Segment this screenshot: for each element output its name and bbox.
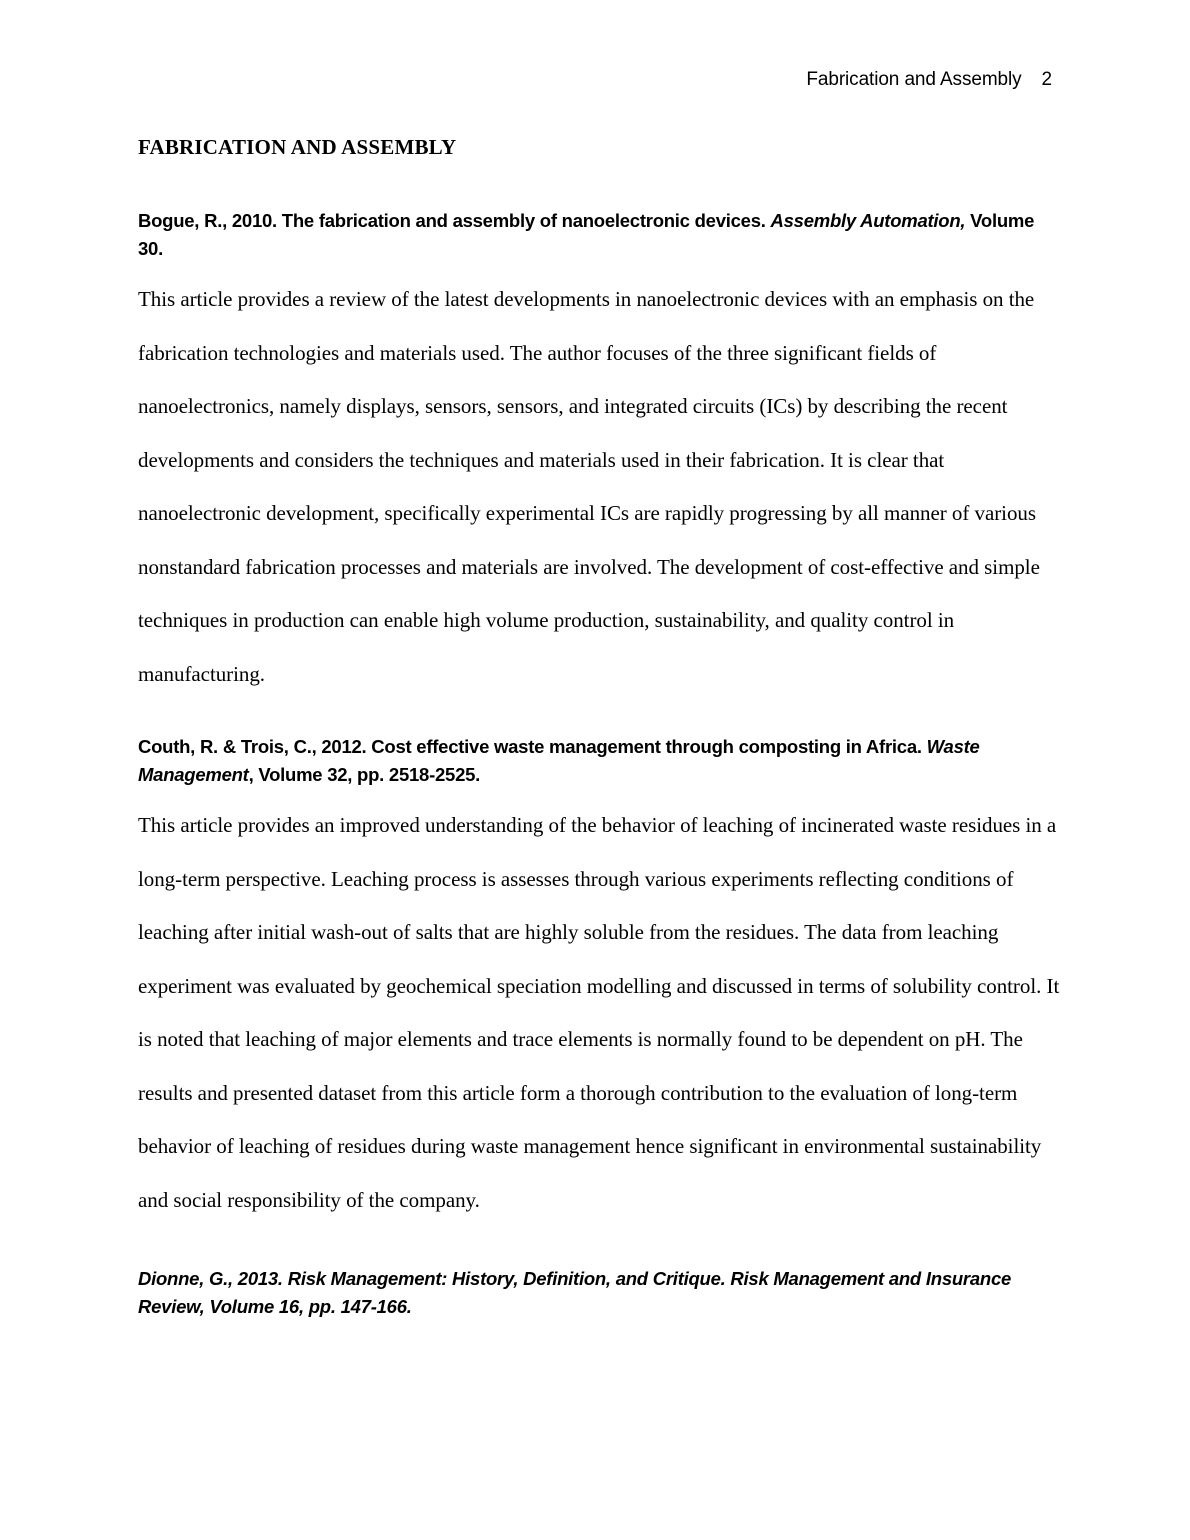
reference-couth-trois-2012-text-part2: , Volume 32, pp. 2518-2525. <box>248 764 481 785</box>
reference-bogue-2010-journal: Assembly Automation, <box>770 210 966 231</box>
running-header <box>138 68 1052 92</box>
paragraph-summary-couth-trois: This article provides an improved understanding of the behavior of leaching of incinerated waste residues in a long-term perspective. Leaching process is assesses through various experiments reflecting conditions of leaching after initial wash-out of salts that are highly soluble from the residues. The data from leaching experiment was evaluated by geochemical speciation modelling and discussed in terms of solubility control. It is noted that leaching of major elements and trace elements is normally found to be dependent on pH. The results and presented dataset from this article form a thorough contribution to the evaluation of long-term behavior of leaching of residues during waste management hence significant in environmental sustainability and social responsibility of the company. <box>138 813 1060 1212</box>
reference-bogue-2010-text-part1: Bogue, R., 2010. The fabrication and assembly of nanoelectronic devices. <box>138 210 771 231</box>
reference-bogue-2010-text-part2: Volume 30. <box>138 210 1035 259</box>
reference-bogue-2010 <box>138 207 1060 263</box>
document-body <box>138 134 1060 1321</box>
spacer <box>138 701 1060 733</box>
page-title: FABRICATION AND ASSEMBLY <box>138 135 457 159</box>
reference-couth-trois-2012-journal: Waste Management <box>138 736 980 785</box>
reference-couth-trois-2012 <box>138 733 1060 789</box>
running-header-title: Fabrication and Assembly <box>806 69 1022 90</box>
page-number: 2 <box>1041 69 1052 90</box>
spacer <box>138 263 1060 273</box>
paragraph-summary-bogue: This article provides a review of the latest developments in nanoelectronic devices with an emphasis on the fabrication technologies and materials used. The author focuses of the three significant fields of nanoelectronics, namely displays, sensors, sensors, and integrated circuits (ICs) by describing the recent developments and considers the techniques and materials used in their fabrication. It is clear that nanoelectronic development, specifically experimental ICs are rapidly progressing by all manner of various nonstandard fabrication processes and materials are involved. The development of cost-effective and simple techniques in production can enable high volume production, sustainability, and quality control in manufacturing. <box>138 287 1040 686</box>
spacer <box>138 789 1060 799</box>
spacer <box>138 1227 1060 1265</box>
spacer <box>138 160 1060 207</box>
reference-couth-trois-2012-text-part1: Couth, R. & Trois, C., 2012. Cost effective waste management through composting in Africa. <box>138 736 927 757</box>
reference-dionne-2013: Dionne, G., 2013. Risk Management: History, Definition, and Critique. Risk Management and Insurance Review, Volume 16, pp. 147-166. <box>138 1268 1012 1317</box>
